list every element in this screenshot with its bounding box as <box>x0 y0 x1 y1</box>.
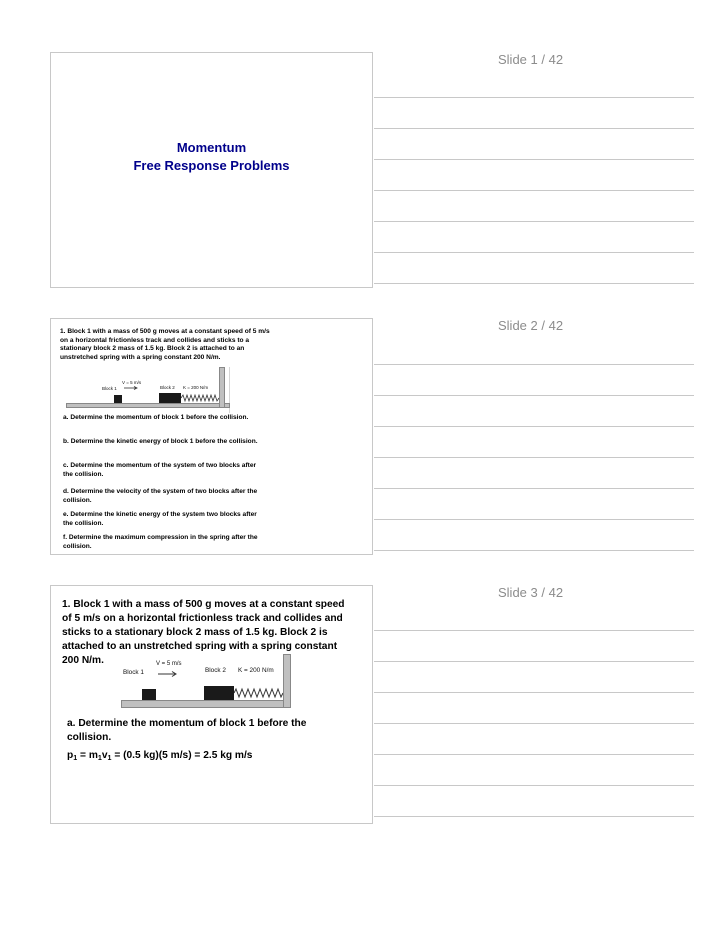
note-line[interactable] <box>374 252 694 253</box>
note-line[interactable] <box>374 364 694 365</box>
note-line[interactable] <box>374 754 694 755</box>
question-part-e: e. Determine the kinetic energy of the system two blocks after the collision. <box>63 511 257 527</box>
block-1 <box>142 689 156 700</box>
velocity-label: V = 5 m/s <box>122 380 142 385</box>
problem-statement: 1. Block 1 with a mass of 500 g moves at a constant speed of 5 m/s on a horizontal frictionless track and collides and sticks to a stationary block 2 mass of 1.5 kg. Block 2 is attached to an unstretched spring with a spring constant 200 N/m. <box>60 328 270 361</box>
block-2-label: Block 2 <box>160 385 175 390</box>
slide-number-label: Slide 1 / 42 <box>498 52 564 67</box>
answer-symbol: p <box>67 750 74 761</box>
note-line[interactable] <box>374 395 694 396</box>
note-line[interactable] <box>374 630 694 631</box>
question-part-a: a. Determine the momentum of block 1 before the collision. <box>67 718 307 743</box>
note-line[interactable] <box>374 692 694 693</box>
velocity-arrow <box>124 386 138 390</box>
block-2 <box>159 393 181 403</box>
answer-subscript: 1 <box>73 754 78 762</box>
block-1 <box>114 395 122 403</box>
question-part-b: b. Determine the kinetic energy of block 1 before the collision. <box>63 438 258 445</box>
note-line[interactable] <box>374 221 694 222</box>
block-1-label: Block 1 <box>123 669 144 676</box>
question-part-a: a. Determine the momentum of block 1 before the collision. <box>63 414 249 421</box>
block-1-label: Block 1 <box>102 386 117 391</box>
spring-constant-label: K = 200 N/m <box>238 667 274 674</box>
question-part-d: d. Determine the velocity of the system of two blocks after the collision. <box>63 488 258 504</box>
block-2 <box>204 686 234 700</box>
answer-equation <box>67 749 357 763</box>
answer-part: = m <box>77 750 98 761</box>
velocity-arrow <box>158 671 178 677</box>
question-part-c: c. Determine the momentum of the system of two blocks after the collision. <box>63 462 257 478</box>
slide-2-thumbnail[interactable] <box>50 318 373 555</box>
answer-subscript: 1 <box>107 754 112 762</box>
note-line[interactable] <box>374 723 694 724</box>
slide-3-thumbnail[interactable] <box>50 585 373 824</box>
slide-title: Momentum <box>176 140 247 155</box>
block-2-label: Block 2 <box>205 667 226 674</box>
slide-number-label: Slide 3 / 42 <box>498 585 564 600</box>
wall <box>283 654 291 708</box>
note-line[interactable] <box>374 488 694 489</box>
slide-1-thumbnail[interactable] <box>50 52 373 288</box>
block-spring-diagram <box>121 654 291 710</box>
spring <box>234 686 283 700</box>
track <box>66 403 230 408</box>
problem-statement: 1. Block 1 with a mass of 500 g moves at a constant speed of 5 m/s on a horizontal frictionless track and collides and sticks to a stationary block 2 mass of 1.5 kg. Block 2 is attached to an unstretched spring with a spring constant 200 N/m. <box>62 599 345 666</box>
block-spring-diagram <box>66 367 230 413</box>
answer-subscript: 1 <box>97 754 102 762</box>
note-line[interactable] <box>374 128 694 129</box>
note-line[interactable] <box>374 816 694 817</box>
note-line[interactable] <box>374 97 694 98</box>
note-line[interactable] <box>374 457 694 458</box>
slide-number-label: Slide 2 / 42 <box>498 318 564 333</box>
spring-constant-label: K = 200 N/m <box>183 385 209 390</box>
answer-result: = (0.5 kg)(5 m/s) = 2.5 kg m/s <box>111 750 253 761</box>
note-line[interactable] <box>374 426 694 427</box>
track <box>121 700 291 708</box>
note-line[interactable] <box>374 190 694 191</box>
note-line[interactable] <box>374 283 694 284</box>
note-line[interactable] <box>374 785 694 786</box>
note-line[interactable] <box>374 519 694 520</box>
note-line[interactable] <box>374 661 694 662</box>
note-line[interactable] <box>374 550 694 551</box>
note-line[interactable] <box>374 159 694 160</box>
velocity-label: V = 5 m/s <box>156 661 182 667</box>
spring <box>181 393 219 403</box>
slide-subtitle: Free Response Problems <box>133 158 290 173</box>
question-part-f: f. Determine the maximum compression in the spring after the collision. <box>63 534 258 550</box>
wall <box>219 367 225 408</box>
answer-symbol: v <box>101 750 108 761</box>
